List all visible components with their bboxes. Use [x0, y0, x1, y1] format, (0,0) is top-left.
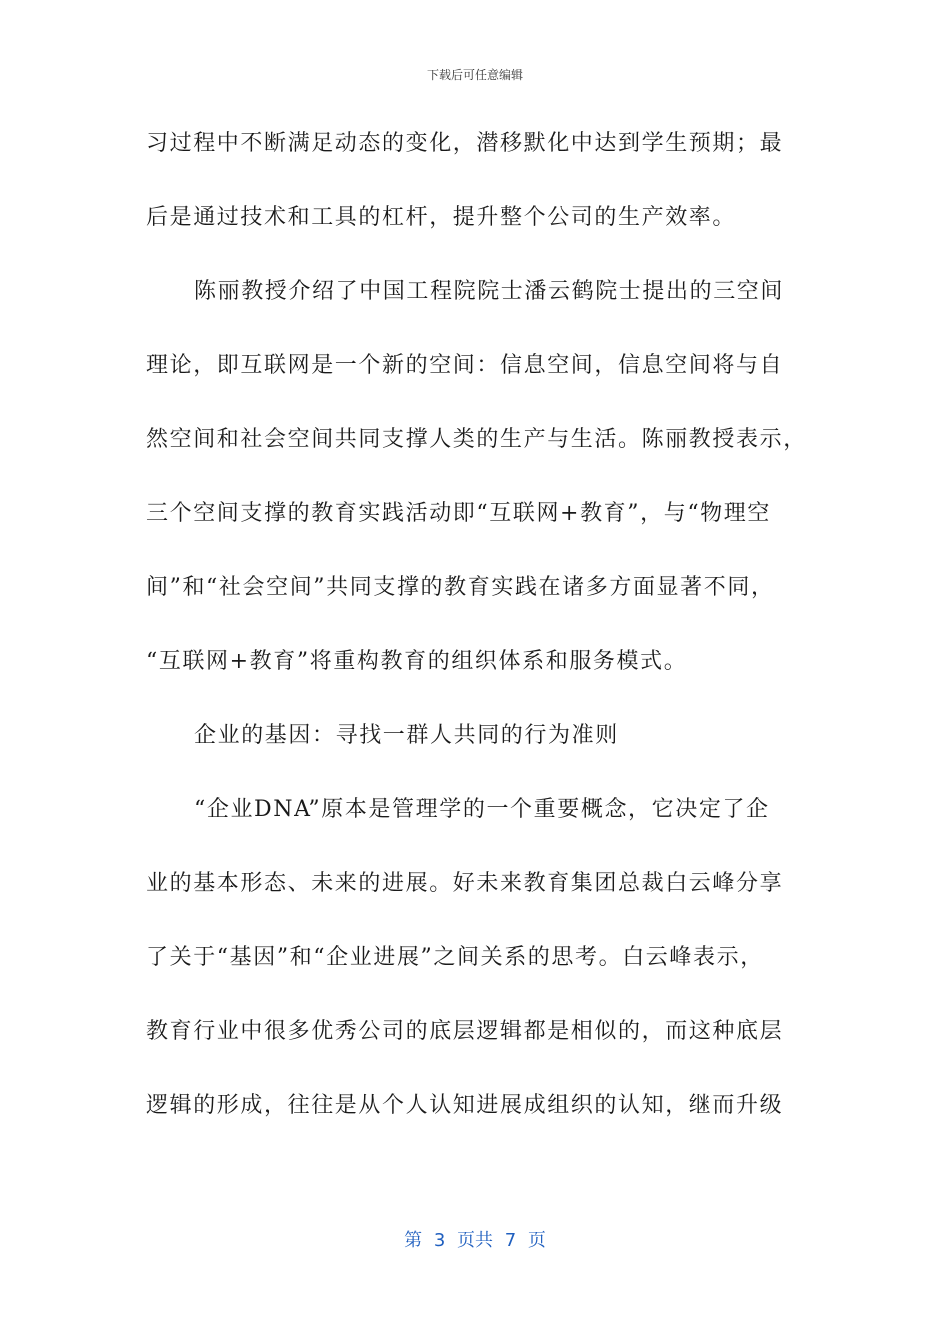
- page-number-footer: 第 3 页共 7 页: [404, 1230, 546, 1251]
- text-line: 逻辑的形成，往往是从个人认知进展成组织的认知，继而升级: [146, 1093, 784, 1118]
- text-line: 后是通过技术和工具的杠杆，提升整个公司的生产效率。: [146, 205, 737, 230]
- text-line: 习过程中不断满足动态的变化，潜移默化中达到学生预期；最: [146, 131, 784, 156]
- paragraph-start: “企业DNA”原本是管理学的一个重要概念，它决定了企: [194, 797, 770, 822]
- section-heading: 企业的基因：寻找一群人共同的行为准则: [194, 723, 619, 748]
- text-line: 然空间和社会空间共同支撑人类的生产与生活。陈丽教授表示，: [146, 427, 807, 452]
- text-line: 教育行业中很多优秀公司的底层逻辑都是相似的，而这种底层: [146, 1019, 784, 1044]
- text-line: 业的基本形态、未来的进展。好未来教育集团总裁白云峰分享: [146, 871, 784, 896]
- text-line: 三个空间支撑的教育实践活动即“互联网+教育”，与“物理空: [146, 501, 771, 526]
- text-line: “互联网+教育”将重构教育的组织体系和服务模式。: [146, 649, 688, 674]
- paragraph-start: 陈丽教授介绍了中国工程院院士潘云鹤院士提出的三空间: [194, 279, 785, 304]
- page-header: 下载后可任意编辑: [426, 68, 523, 82]
- text-line: 理论，即互联网是一个新的空间：信息空间，信息空间将与自: [146, 353, 784, 378]
- text-line: 了关于“基因”和“企业进展”之间关系的思考。白云峰表示，: [146, 945, 764, 970]
- text-line: 间”和“社会空间”共同支撑的教育实践在诸多方面显著不同，: [146, 575, 775, 600]
- document-body: [146, 124, 806, 1160]
